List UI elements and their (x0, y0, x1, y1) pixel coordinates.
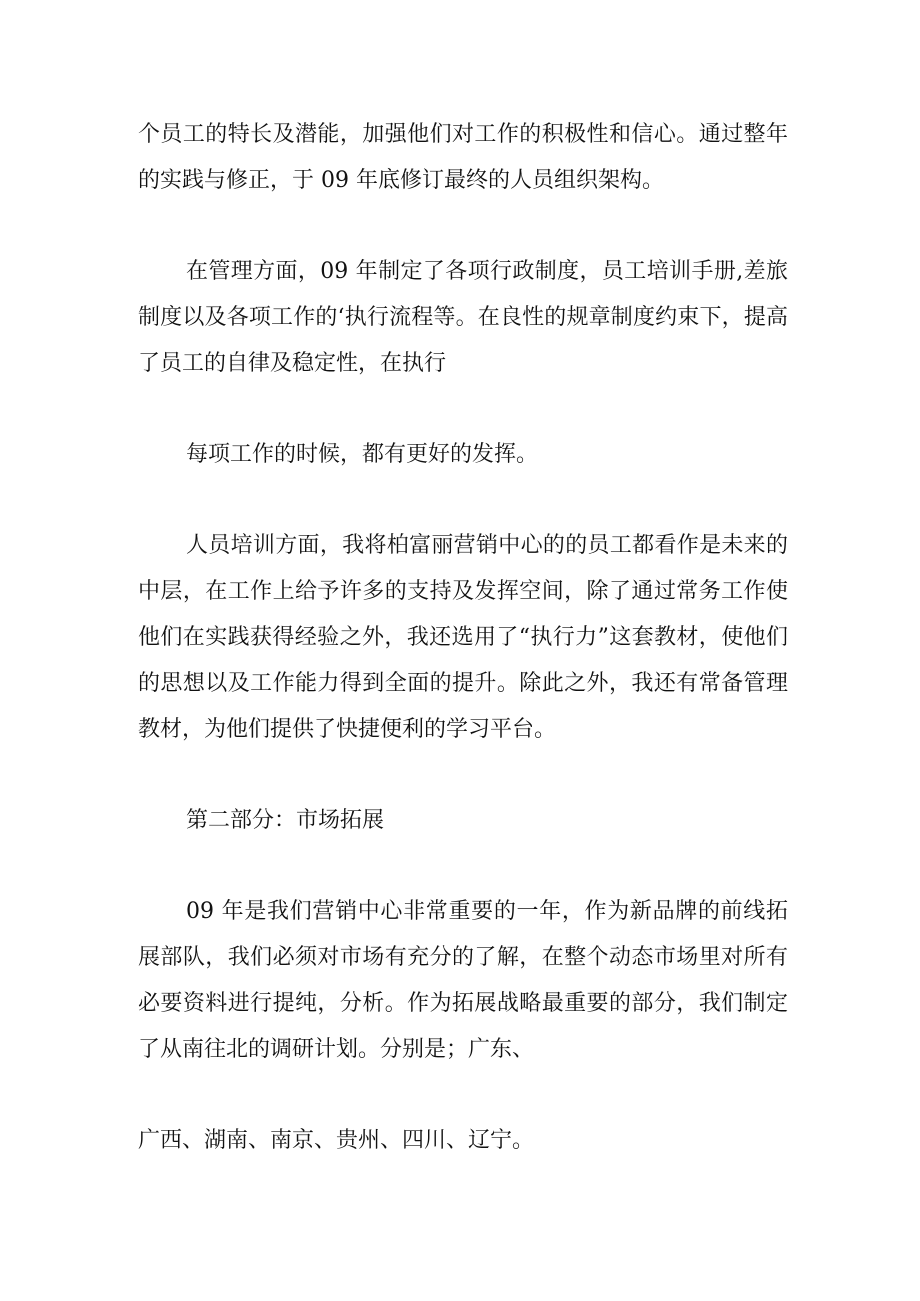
document-body (138, 112, 788, 1164)
paragraph-org-structure: 个员工的特长及潜能，加强他们对工作的积极性和信心。通过整年的实践与修正，于 09 年底修订最终的人员组织架构。 (138, 122, 788, 193)
paragraph-training: 人员培训方面，我将柏富丽营销中心的的员工都看作是未来的中层，在工作上给予许多的支持及发挥空间，除了通过常务工作使他们在实践获得经验之外，我还选用了“执行力”这套教材，使他们的思想以及工作能力得到全面的提升。除此之外，我还有常备管理教材，为他们提供了快捷便利的学习平台。 (138, 533, 788, 742)
paragraph-provinces: 广西、湖南、南京、贵州、四川、辽宁。 (138, 1128, 535, 1153)
paragraph-management-continued: 每项工作的时候，都有更好的发挥。 (186, 442, 539, 467)
paragraph-management: 在管理方面，09 年制定了各项行政制度，员工培训手册,差旅制度以及各项工作的‘执行流程等。在良性的规章制度约束下，提高了员工的自律及稳定性，在执行 (138, 259, 788, 376)
section-heading-market-expansion: 第二部分：市场拓展 (186, 808, 385, 833)
paragraph-market-expansion: 09 年是我们营销中心非常重要的一年，作为新品牌的前线拓展部队，我们必须对市场有充分的了解，在整个动态市场里对所有必要资料进行提纯，分析。作为拓展战略最重要的部分，我们制定了从南往北的调研计划。分别是；广东、 (138, 899, 788, 1062)
